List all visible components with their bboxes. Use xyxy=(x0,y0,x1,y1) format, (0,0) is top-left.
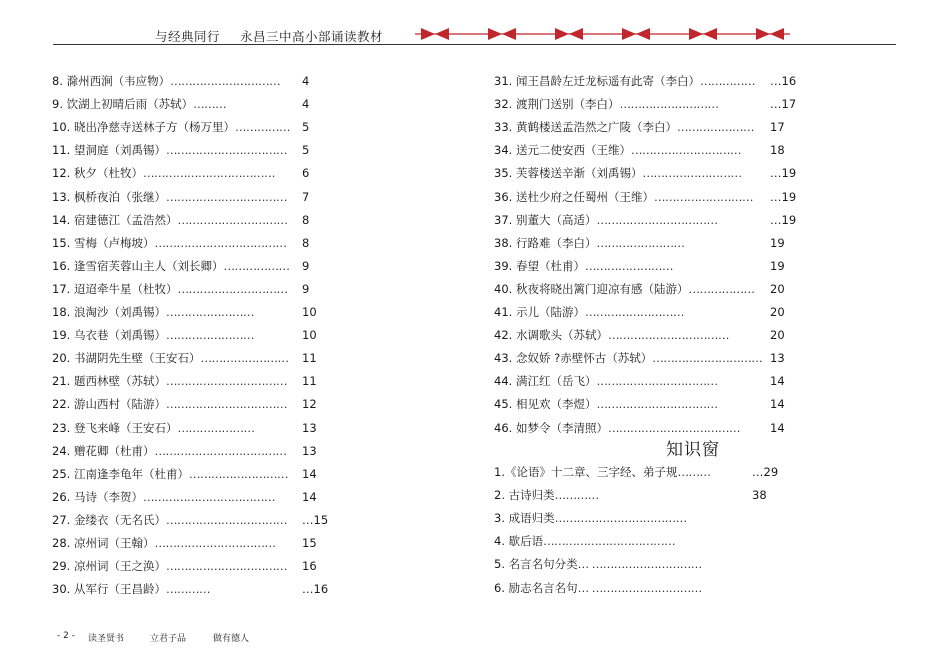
toc-entry-leader: …………………………… xyxy=(165,512,287,527)
toc-entry-leader: …………………………… xyxy=(154,536,276,550)
toc-entry[interactable] xyxy=(494,190,810,204)
toc-entry-page: 11 xyxy=(302,351,317,366)
toc-entry[interactable] xyxy=(52,374,342,388)
toc-entry-leader: ……………… xyxy=(688,281,755,296)
toc-entry-page: …19 xyxy=(770,166,797,181)
toc-entry[interactable] xyxy=(52,536,342,550)
toc-entry-label: 30. 从军行（王昌龄） xyxy=(52,582,166,597)
toc-entry[interactable] xyxy=(52,120,342,134)
toc-entry-page: 14 xyxy=(302,466,317,481)
toc-entry-page: 19 xyxy=(770,235,785,250)
toc-entry-leader: ……………………… xyxy=(619,97,719,112)
toc-entry-page: 14 xyxy=(770,374,785,389)
toc-entry[interactable] xyxy=(52,397,342,411)
toc-entry-label: 38. 行路难（李白） xyxy=(494,235,597,250)
toc-entry-leader: …………………………… xyxy=(165,397,287,412)
toc-entry-leader: ……………………………… xyxy=(154,443,287,458)
toc-entry-label: 35. 芙蓉楼送辛渐（刘禹锡） xyxy=(494,166,643,181)
toc-entry[interactable] xyxy=(494,143,810,157)
toc-entry-label: 46. 如梦令（李清照） xyxy=(494,420,608,435)
toc-entry[interactable] xyxy=(52,97,342,111)
toc-entry-label: 4. 歇后语 xyxy=(494,534,544,549)
toc-entry-label: 10. 晓出净慈寺送林子方（杨万里） xyxy=(52,120,235,135)
toc-entry-label: 24. 赠花卿（杜甫） xyxy=(52,443,155,458)
toc-entry-label: 17. 迢迢牵牛星（杜牧） xyxy=(52,281,178,296)
toc-entry[interactable] xyxy=(52,444,342,458)
toc-entry-label: 14. 宿建德江（孟浩然） xyxy=(52,212,178,227)
toc-entry-page: 19 xyxy=(770,258,785,273)
page-header xyxy=(0,0,950,46)
toc-entry[interactable] xyxy=(52,282,342,296)
toc-entry-page: …16 xyxy=(302,582,329,597)
footer-motto-3: 做有德人 xyxy=(213,634,250,644)
toc-entry-leader: …………… xyxy=(699,74,755,88)
toc-entry-page: …29 xyxy=(752,465,779,479)
toc-entry-leader: ……………………………… xyxy=(142,489,275,504)
toc-entry-label: 31. 闻王昌龄左迁龙标遥有此寄（李白） xyxy=(494,74,700,88)
toc-entry-page: 9 xyxy=(302,281,310,296)
toc-entry-label: 16. 逢雪宿芙蓉山主人（刘长卿） xyxy=(52,258,224,273)
toc-entry-page: 18 xyxy=(770,143,785,158)
toc-entry[interactable] xyxy=(494,328,810,342)
toc-entry[interactable] xyxy=(52,467,342,481)
toc-entry-leader: …………………… xyxy=(200,351,289,366)
toc-entry-label: 44. 满江红（岳飞） xyxy=(494,374,597,389)
toc-entry[interactable] xyxy=(52,213,342,227)
toc-entry-page: 14 xyxy=(770,397,785,412)
toc-entry[interactable] xyxy=(494,351,810,365)
toc-entry-leader: … ………………………… xyxy=(577,557,702,572)
header-left-title: 与经典同行 xyxy=(155,29,221,44)
toc-entry-leader: ………………………… xyxy=(652,351,763,366)
toc-entry[interactable] xyxy=(52,190,342,204)
toc-entry-label: 42. 水调歌头（苏轼） xyxy=(494,328,608,343)
toc-entry-leader: …………………………… xyxy=(607,328,729,343)
toc-entry-page: 10 xyxy=(302,328,317,343)
toc-entry-leader: ………………………… xyxy=(177,281,288,296)
toc-entry[interactable] xyxy=(494,557,792,571)
toc-entry-label: 3. 成语归类 xyxy=(494,511,555,526)
header-rule xyxy=(53,44,896,45)
toc-entry[interactable] xyxy=(52,559,342,573)
toc-entry-leader: ……………………… xyxy=(653,189,753,204)
toc-entry-label: 22. 游山西村（陆游） xyxy=(52,397,166,412)
toc-entry[interactable] xyxy=(52,582,342,596)
toc-entry[interactable] xyxy=(494,397,810,411)
toc-entry[interactable] xyxy=(494,305,810,319)
toc-entry-label: 37. 别董大（高适） xyxy=(494,212,597,227)
toc-entry-page: 10 xyxy=(302,305,317,319)
toc-entry-page: 16 xyxy=(302,559,317,574)
toc-entry[interactable] xyxy=(494,97,810,111)
footer-page-number: - 2 - xyxy=(57,631,75,641)
toc-entry-leader: …………………………… xyxy=(596,212,718,227)
toc-entry-page: 5 xyxy=(302,143,310,158)
toc-entry-label: 23. 登飞来峰（王安石） xyxy=(52,420,178,435)
toc-entry[interactable] xyxy=(494,259,810,273)
toc-entry-page: 4 xyxy=(302,74,310,88)
toc-entry[interactable] xyxy=(494,581,792,595)
toc-entry[interactable] xyxy=(52,259,342,273)
toc-entry[interactable] xyxy=(52,490,342,504)
toc-entry-leader: ……………………………… xyxy=(607,420,740,435)
footer-motto-2: 立君子品 xyxy=(150,634,187,644)
toc-entry-label: 40. 秋夜将晓出篱门迎凉有感（陆游） xyxy=(494,281,689,296)
toc-entry-leader: …………………………… xyxy=(165,374,287,389)
toc-entry-page: 5 xyxy=(302,120,310,135)
toc-entry[interactable] xyxy=(52,166,342,180)
toc-entry-page: 20 xyxy=(770,328,785,343)
toc-entry[interactable] xyxy=(52,74,342,88)
toc-entry-leader: ………………… xyxy=(676,120,754,135)
toc-entry[interactable] xyxy=(52,328,342,342)
toc-entry[interactable] xyxy=(494,120,810,134)
toc-entry-label: 45. 相见欢（李煜） xyxy=(494,397,597,412)
toc-entry[interactable] xyxy=(494,166,810,180)
toc-entry-label: 33. 黄鹤楼送孟浩然之广陵（李白） xyxy=(494,120,677,135)
toc-entry[interactable] xyxy=(494,488,792,502)
toc-entry-label: 34. 送元二使安西（王维） xyxy=(494,143,631,158)
toc-entry-label: 36. 送杜少府之任蜀州（王维） xyxy=(494,189,654,204)
toc-entry-page: 8 xyxy=(302,235,310,250)
toc-entry-leader: …………………………… xyxy=(165,559,287,574)
header-right-title: 永昌三中高小部诵读教材 xyxy=(240,29,384,44)
toc-entry-page: 13 xyxy=(770,351,785,366)
toc-entry-leader: …………………… xyxy=(596,235,685,250)
toc-entry-leader: ………………… xyxy=(177,420,255,435)
toc-entry-label: 41. 示儿（陆游） xyxy=(494,305,585,319)
toc-entry-label: 28. 凉州词（王翰） xyxy=(52,536,155,550)
toc-entry[interactable] xyxy=(494,465,792,479)
toc-entry-leader: ………… xyxy=(554,488,599,503)
toc-entry-page: 11 xyxy=(302,374,317,389)
toc-entry-leader: ……………………………… xyxy=(554,511,687,526)
ribbon-ornament-icon xyxy=(415,24,790,42)
toc-entry-page: 8 xyxy=(302,212,310,227)
toc-entry-page: 17 xyxy=(770,120,785,135)
toc-entry-leader: ………… xyxy=(165,582,210,597)
toc-entry-leader: …………………… xyxy=(165,305,254,319)
toc-entry-label: 19. 乌衣巷（刘禹锡） xyxy=(52,328,166,343)
toc-entry-leader: ……………… xyxy=(223,258,290,273)
toc-entry-page: …19 xyxy=(770,189,797,204)
toc-entry-page: 9 xyxy=(302,258,310,273)
toc-entry-leader: …………………………… xyxy=(596,397,718,412)
toc-entry-page: 20 xyxy=(770,281,785,296)
toc-entry-leader: ……………………… xyxy=(584,305,684,319)
toc-entry[interactable] xyxy=(52,513,342,527)
toc-entry[interactable] xyxy=(494,74,810,88)
toc-entry[interactable] xyxy=(52,143,342,157)
toc-entry[interactable] xyxy=(494,374,810,388)
toc-entry-label: 6. 励志名言名句 xyxy=(494,580,578,595)
toc-entry[interactable] xyxy=(494,421,810,435)
toc-entry-leader: ………………………… xyxy=(177,212,288,227)
toc-entry-page: …19 xyxy=(770,212,797,227)
toc-entry-label: 32. 渡荆门送别（李白） xyxy=(494,97,620,112)
toc-entry-leader: ……………………………… xyxy=(154,235,287,250)
toc-entry-leader: … ………………………… xyxy=(577,580,702,595)
toc-entry-leader: ………………………… xyxy=(630,143,741,158)
toc-entry-label: 26. 马诗（李贺） xyxy=(52,489,143,504)
toc-entry-leader: …………………… xyxy=(165,328,254,343)
footer-motto-1: 读圣贤书 xyxy=(88,634,125,644)
toc-entry-page: 4 xyxy=(302,97,310,112)
toc-entry-leader: ……… xyxy=(193,97,227,112)
toc-entry-page: 14 xyxy=(770,420,785,435)
toc-entry-leader: …………………… xyxy=(584,258,673,273)
toc-entry-label: 11. 望洞庭（刘禹锡） xyxy=(52,143,166,158)
toc-entry-label: 20. 书湖阴先生壁（王安石） xyxy=(52,351,201,366)
toc-entry-label: 43. 念奴娇 ?赤壁怀古（苏轼） xyxy=(494,351,653,366)
toc-entry[interactable] xyxy=(52,305,342,319)
toc-entry[interactable] xyxy=(494,534,792,548)
toc-entry[interactable] xyxy=(494,213,810,227)
toc-entry[interactable] xyxy=(494,282,810,296)
toc-entry-label: 1.《论语》十二章、三字经、弟子规 xyxy=(494,465,678,479)
toc-entry-leader: …………………………… xyxy=(165,143,287,158)
toc-entry-page: 38 xyxy=(752,488,767,503)
toc-entry-page: 12 xyxy=(302,397,317,412)
toc-entry-page: 13 xyxy=(302,443,317,458)
toc-entry-label: 18. 浪淘沙（刘禹锡） xyxy=(52,305,166,319)
toc-entry-label: 9. 饮湖上初晴后雨（苏轼） xyxy=(52,97,194,112)
toc-entry-label: 13. 枫桥夜泊（张继） xyxy=(52,189,166,204)
toc-entry-page: …17 xyxy=(770,97,797,112)
toc-entry-page: 15 xyxy=(302,536,317,550)
toc-entry-page: 14 xyxy=(302,489,317,504)
toc-entry-label: 2. 古诗归类 xyxy=(494,488,555,503)
toc-entry-page: 6 xyxy=(302,166,310,181)
toc-entry-leader: ……………………………… xyxy=(142,166,275,181)
toc-entry-label: 15. 雪梅（卢梅坡） xyxy=(52,235,155,250)
toc-entry-page: 7 xyxy=(302,189,310,204)
toc-entry-label: 27. 金缕衣（无名氏） xyxy=(52,512,166,527)
knowledge-section-title: 知识窗 xyxy=(666,440,720,460)
toc-entry[interactable] xyxy=(494,511,792,525)
toc-entry[interactable] xyxy=(52,236,342,250)
toc-entry-label: 12. 秋夕（杜牧） xyxy=(52,166,143,181)
toc-entry-page: 20 xyxy=(770,305,785,319)
toc-entry[interactable] xyxy=(494,236,810,250)
toc-entry-label: 39. 春望（杜甫） xyxy=(494,258,585,273)
toc-entry-label: 29. 凉州词（王之涣） xyxy=(52,559,166,574)
toc-entry-label: 21. 题西林壁（苏轼） xyxy=(52,374,166,389)
toc-entry-page: …16 xyxy=(770,74,797,88)
toc-entry[interactable] xyxy=(52,421,342,435)
toc-entry-label: 5. 名言名句分类 xyxy=(494,557,578,572)
toc-entry-leader: ……………………… xyxy=(188,466,288,481)
toc-entry-page: 13 xyxy=(302,420,317,435)
toc-entry-leader: …………………………… xyxy=(165,189,287,204)
toc-entry-leader: ……………………………… xyxy=(543,534,676,549)
toc-entry-leader: ……… xyxy=(677,465,711,479)
toc-entry-label: 25. 江南逢李龟年（杜甫） xyxy=(52,466,189,481)
toc-entry-page: …15 xyxy=(302,512,329,527)
toc-entry-leader: …………………………… xyxy=(596,374,718,389)
toc-entry-leader: ……………………… xyxy=(642,166,742,181)
toc-entry-leader: …………… xyxy=(234,120,290,135)
toc-entry-label: 8. 滁州西涧（韦应物） xyxy=(52,74,171,88)
toc-entry-leader: ………………………… xyxy=(170,74,281,88)
toc-entry[interactable] xyxy=(52,351,342,365)
